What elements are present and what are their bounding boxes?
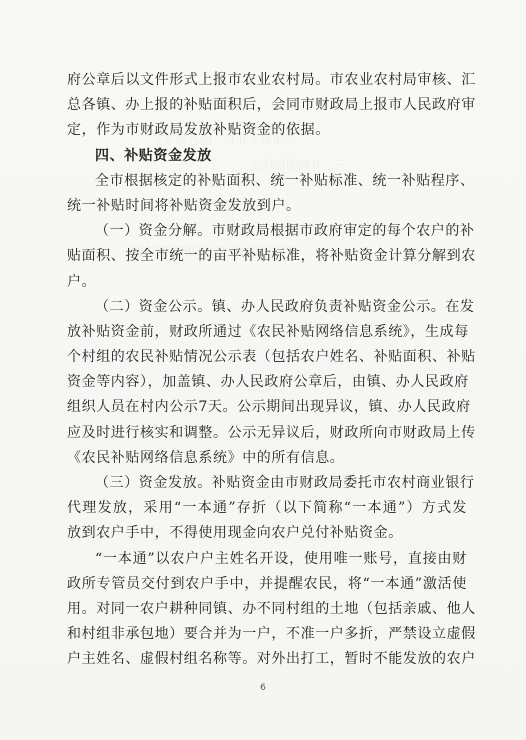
- text-line: 和村组非承包地）要合并为一户，不准一户多折，严禁设立虚假: [67, 626, 476, 643]
- section-heading: 四、补贴资金发放: [95, 147, 212, 164]
- text-line: 户。: [67, 273, 97, 290]
- text-line: 户主姓名、虚假村组名称等。对外出打工，暂时不能发放的农户: [67, 651, 476, 668]
- text-line: 政所专管员交付到农户手中，并提醒农民，将“一本通”激活使: [67, 575, 467, 592]
- text-line: 统一补贴时间将补贴资金发放到户。: [67, 197, 301, 214]
- document-body: [67, 68, 476, 673]
- text-line: 放到农户手中，不得使用现金向农户兑付补贴资金。: [67, 525, 403, 542]
- text-line: 用。对同一农户耕种同镇、办不同村组的土地（包括亲戚、他人: [67, 600, 476, 617]
- text-line: （三）资金发放。补贴资金由市财政局委托市农村商业银行: [95, 475, 475, 491]
- text-line: 府公章后以文件形式上报市农业农村局。市农业农村局审核、汇: [67, 72, 476, 88]
- text-line: 放补贴资金前，财政所通过《农民补贴网络信息系统》，生成每: [67, 323, 469, 340]
- text-line: 《农民补贴网络信息系统》中的所有信息。: [67, 449, 345, 466]
- text-line: 个村组的农民补贴情况公示表（包括农户姓名、补贴面积、补贴: [67, 349, 476, 366]
- text-line: （二）资金公示。镇、办人民政府负责补贴资金公示。在发: [95, 298, 475, 315]
- text-line: 全市根据核定的补贴面积、统一补贴标准、统一补贴程序、: [95, 172, 475, 189]
- text-line: （一）资金分解。市财政局根据市政府审定的每个农户的补: [95, 223, 475, 240]
- text-line: 应及时进行核实和调整。公示无异议后，财政所向市财政局上传: [67, 424, 476, 441]
- text-line: 代理发放，采用“一本通”存折（以下简称“一本通”）方式发: [67, 500, 467, 517]
- text-line: 定，作为市财政局发放补贴资金的依据。: [67, 122, 330, 139]
- text-line: 总各镇、办上报的补贴面积后，会同市财政局上报市人民政府审: [67, 97, 476, 114]
- text-line: 组织人员在村内公示7天。公示期间出现异议，镇、办人民政府: [67, 399, 471, 416]
- text-line: 贴面积、按全市统一的亩平补贴标准，将补贴资金计算分解到农: [67, 248, 476, 265]
- text-line: 资金等内容），加盖镇、办人民政府公章后，由镇、办人民政府: [67, 374, 469, 391]
- page-number: 6: [260, 683, 266, 693]
- text-line: “一本通”以农户户主姓名开设，使用唯一账号，直接由财: [95, 550, 467, 567]
